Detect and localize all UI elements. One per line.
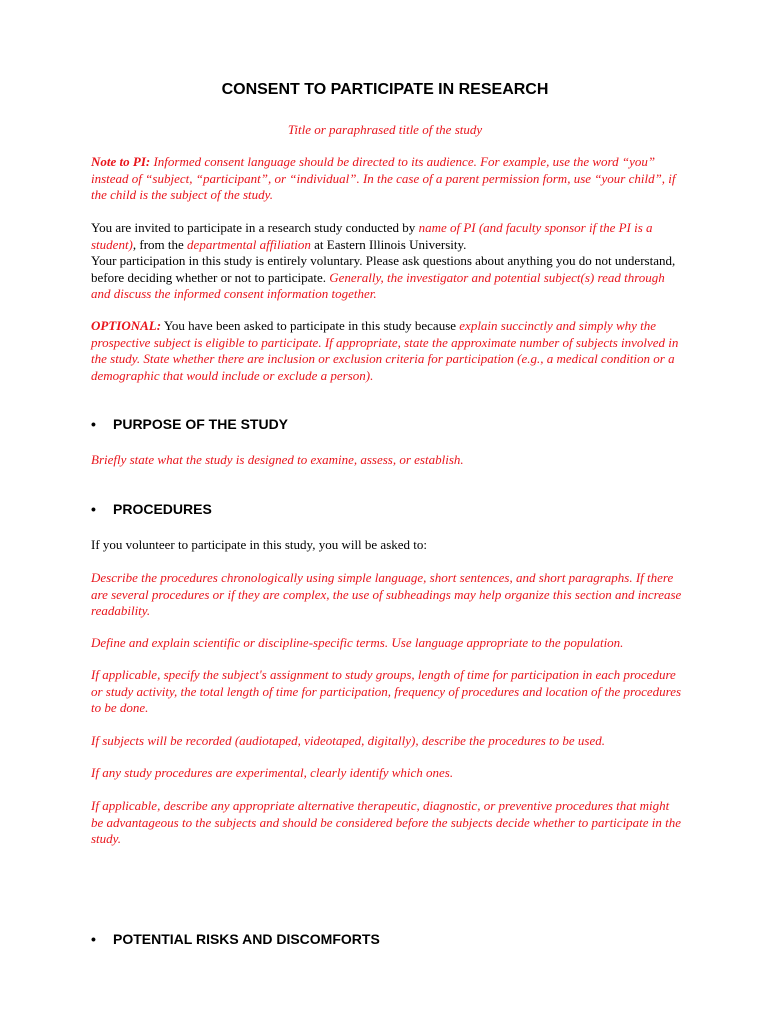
note-text: Informed consent language should be directed to its audience. For example, use the word “you” instead of “subject, “participant”, or “individual”. In the case of a parent permission form, use “your child”, if the child is the subject of the study. xyxy=(91,154,676,202)
procedures-intro: If you volunteer to participate in this study, you will be asked to: xyxy=(91,537,428,552)
note-to-pi xyxy=(91,154,683,204)
note-label: Note to PI: xyxy=(91,154,151,169)
bullet-icon: • xyxy=(91,501,96,517)
bullet-icon: • xyxy=(91,416,96,432)
optional-paragraph xyxy=(91,318,683,384)
pi-name-placeholder: name of PI (and faculty sponsor if the PI is a student) xyxy=(91,220,653,252)
purpose-instruction: Briefly state what the study is designed to examine, assess, or establish. xyxy=(91,452,464,467)
risks-heading xyxy=(91,931,380,947)
purpose-heading-text: PURPOSE OF THE STUDY xyxy=(113,416,289,432)
optional-label: OPTIONAL: xyxy=(91,318,162,333)
procedure-instruction: If any study procedures are experimental, clearly identify which ones. xyxy=(91,765,454,780)
procedures-heading xyxy=(91,501,212,517)
voluntary-text: Your participation in this study is entirely voluntary. Please ask questions about anything you do not understand, before deciding whether or not to participate. xyxy=(91,253,676,285)
optional-instruction: explain succinctly and simply why the prospective subject is eligible to participate. If appropriate, state the approximate number of subjects involved in the study. State whether there are inclusion or exclusion criteria for participation (e.g., a medical condition or a demographic that would include or exclude a person). xyxy=(91,318,679,383)
procedure-instruction: If applicable, describe any appropriate alternative therapeutic, diagnostic, or preventive procedures that might be advantageous to the subjects and should be considered before the subjects decide whether to participate in the study. xyxy=(91,798,682,846)
procedure-instruction: Describe the procedures chronologically using simple language, short sentences, and short paragraphs. If there are several procedures or if they are complex, the use of subheadings may help organize this section and increase readability. xyxy=(91,570,682,618)
invite-text-3: at Eastern Illinois University. xyxy=(314,236,467,252)
optional-text: You have been asked to participate in this study because xyxy=(163,318,457,333)
invitation-paragraph xyxy=(91,220,683,303)
department-placeholder: departmental affiliation xyxy=(187,236,311,252)
invite-text-2: , from the xyxy=(132,236,184,252)
document-title: CONSENT TO PARTICIPATE IN RESEARCH xyxy=(221,81,549,98)
bullet-icon: • xyxy=(91,931,96,947)
procedure-instruction: If applicable, specify the subject's assignment to study groups, length of time for participation in each procedure or study activity, the total length of time for participation, frequency of procedures and location of the procedures to be done. xyxy=(91,667,682,715)
risks-heading-text: POTENTIAL RISKS AND DISCOMFORTS xyxy=(113,931,380,947)
discussion-instruction: Generally, the investigator and potential subject(s) read through and discuss the informed consent information together. xyxy=(91,269,665,301)
procedures-heading-text: PROCEDURES xyxy=(113,501,212,517)
procedure-instruction: Define and explain scientific or discipline-specific terms. Use language appropriate to the population. xyxy=(91,635,624,650)
procedure-instruction: If subjects will be recorded (audiotaped, videotaped, digitally), describe the procedures to be used. xyxy=(91,733,605,748)
study-title-placeholder: Title or paraphrased title of the study xyxy=(287,122,483,137)
purpose-heading xyxy=(91,416,288,432)
invite-text-1: You are invited to participate in a research study conducted by xyxy=(91,220,416,235)
